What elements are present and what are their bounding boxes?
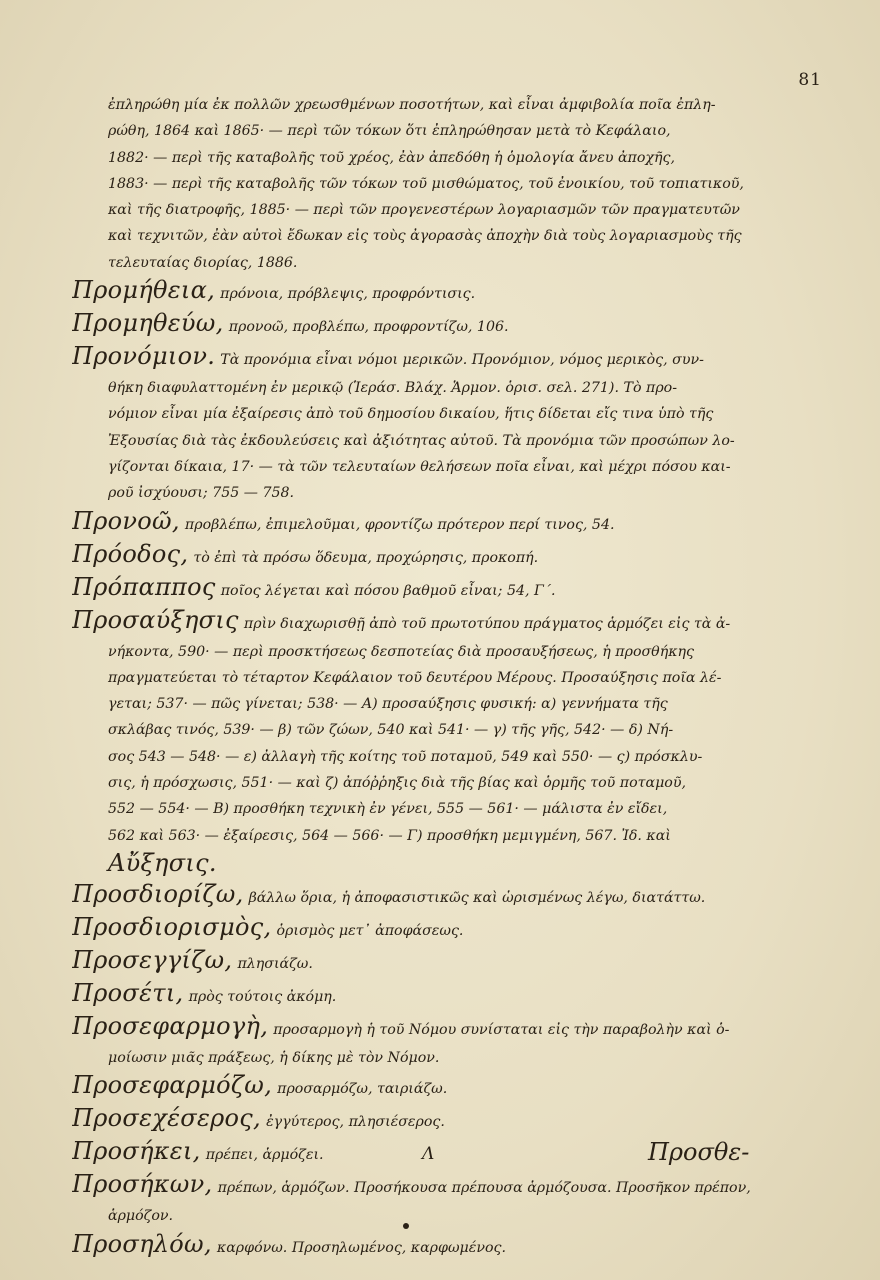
definition-line: θήκη διαφυλαττομένη ἐν μερικῷ (Ἱεράσ. Βλάχ. Ἁρμον. ὁρισ. σελ. 271). Τὸ προ- — [108, 380, 678, 397]
continuation-line: ρώθη, 1864 καὶ 1865· — περὶ τῶν τόκων ὅτι ἐπληρώθησαν μετὰ τὸ Κεφάλαιο, — [108, 123, 671, 140]
entry-prosengizo — [72, 946, 780, 979]
continuation-line: καὶ τῆς διατροφῆς, 1885· — περὶ τῶν προγενεστέρων λογαριασμῶν τῶν πραγματευτῶν — [108, 202, 740, 219]
headword: Προμηθεύω, — [72, 309, 224, 338]
definition: ὁρισμὸς μετ᾽ ἀποφάσεως. — [276, 922, 464, 939]
definition: τὸ ἐπὶ τὰ πρόσω ὅδευμα, προχώρησις, προκοπή. — [193, 549, 539, 566]
headword: Προσέτι, — [72, 978, 184, 1007]
binding-hole-mark — [403, 1223, 409, 1229]
entry-prosecheseros — [72, 1104, 780, 1137]
definition-line: σκλάβας τινός, 539· — β) τῶν ζώων, 540 καὶ 541· — γ) τῆς γῆς, 542· — δ) Νή- — [108, 722, 674, 739]
gathering-signature: Λ — [422, 1144, 435, 1164]
definition: Τὰ προνόμια εἶναι νόμοι μερικῶν. Προνόμιον, νόμος μερικὸς, συν- — [220, 352, 704, 369]
entry-prosefarmogi — [72, 1012, 780, 1045]
headword: Προμήθεια, — [72, 276, 216, 305]
page-footer — [0, 1138, 880, 1178]
headword: Πρόπαππος — [72, 572, 216, 601]
headword: Προσαύξησις — [72, 605, 239, 634]
definition: βάλλω ὅρια, ἡ ἀποφασιστικῶς καὶ ὡρισμένως λέγω, διατάττω. — [248, 889, 706, 906]
definition-line: 552 — 554· — Β) προσθήκη τεχνικὴ ἐν γένει, 555 — 561· — μάλιστα ἐν εἴδει, — [108, 801, 668, 818]
entry-promitheia — [72, 276, 780, 309]
page-number: 81 — [798, 70, 822, 90]
definition-line: γίζονται δίκαια, 17· — τὰ τῶν τελευταίων θελήσεων ποῖα εἶναι, καὶ μέχρι πόσου και- — [108, 458, 731, 475]
headword: Προνόμιον. — [72, 342, 216, 371]
definition: πλησιάζω. — [237, 955, 313, 972]
cross-reference — [72, 849, 780, 880]
entry-pronoo — [72, 507, 780, 540]
entry-proseti — [72, 979, 780, 1012]
definition-line: μοίωσιν μιᾶς πράξεως, ἡ δίκης μὲ τὸν Νόμον. — [108, 1049, 440, 1066]
headword: Προσδιορισμὸς, — [72, 912, 272, 941]
entry-prosiloo — [72, 1230, 780, 1263]
headword: Προσδιορίζω, — [72, 879, 244, 908]
continuation-line: 1882· — περὶ τῆς καταβολῆς τοῦ χρέος, ἐὰν ἀπεδόθη ἡ ὁμολογία ἄνευ ἀποχῆς, — [108, 149, 675, 166]
definition-line: Ἐξουσίας διὰ τὰς ἐκδουλεύσεις καὶ ἀξιότητας αὐτοῦ. Τὰ προνόμια τῶν προσώπων λο- — [108, 432, 735, 449]
continuation-line: καὶ τεχνιτῶν, ἐὰν αὐτοὶ ἔδωκαν εἰς τοὺς ἀγορασὰς ἀποχὴν διὰ τοὺς λογαριασμοὺς τῆς — [108, 228, 742, 245]
entry-propappos — [72, 573, 780, 606]
definition: πρὶν διαχωρισθῇ ἀπὸ τοῦ πρωτοτύπου πράγματος ἁρμόζει εἰς τὰ ἀ- — [243, 615, 731, 632]
definition: προνοῶ, προβλέπω, προφροντίζω, 106. — [228, 319, 509, 336]
headword: Προσήκει, — [72, 1137, 201, 1166]
headword: Προσεφαρμογὴ, — [72, 1011, 269, 1040]
definition-line: νήκοντα, 590· — περὶ προσκτήσεως δεσποτείας διὰ προσαυξήσεως, ἡ προσθήκης — [108, 643, 694, 660]
catchword: Προσθε- — [648, 1138, 750, 1166]
definition: ἐγγύτερος, πλησιέσερος. — [266, 1114, 445, 1131]
cross-reference-word: Αὔξησις. — [108, 848, 217, 877]
entry-prosdiorizo — [72, 880, 780, 913]
headword: Προσηλόω, — [72, 1229, 212, 1258]
entry-prosayxisis — [72, 606, 780, 639]
headword: Προσεφαρμόζω, — [72, 1071, 273, 1100]
continuation-line: 1883· — περὶ τῆς καταβολῆς τῶν τόκων τοῦ μισθώματος, τοῦ ἐνοικίου, τοῦ τοπιατικοῦ, — [108, 175, 744, 192]
definition: προβλέπω, ἐπιμελοῦμαι, φροντίζω πρότερον περί τινος, 54. — [184, 516, 615, 533]
definition: καρφόνω. Προσηλωμένος, καρφωμένος. — [216, 1239, 506, 1256]
headword: Προνοῶ, — [72, 506, 180, 535]
entry-promitheyo — [72, 309, 780, 342]
definition: προσαρμόζω, ταιριάζω. — [277, 1081, 448, 1098]
entry-prosefarmozo — [72, 1071, 780, 1104]
entry-proodos — [72, 540, 780, 573]
definition-line: νόμιον εἶναι μία ἐξαίρεσις ἀπὸ τοῦ δημοσίου δικαίου, ἥτις δίδεται εἴς τινα ὑπὸ τῆς — [108, 406, 714, 423]
entry-prosdiorismos — [72, 913, 780, 946]
headword: Προσεχέσερος, — [72, 1104, 261, 1133]
definition-line: ροῦ ἰσχύουσι; 755 — 758. — [108, 485, 295, 502]
definition: πρέπει, ἁρμόζει. — [205, 1147, 324, 1164]
definition-line: σος 543 — 548· — ε) ἀλλαγὴ τῆς κοίτης τοῦ ποταμοῦ, 549 καὶ 550· — ς) πρόσκλυ- — [108, 748, 703, 765]
headword: Πρόοδος, — [72, 539, 189, 568]
dictionary-text — [72, 92, 780, 1263]
definition-line: γεται; 537· — πῶς γίνεται; 538· — Α) προσαύξησις φυσική: α) γεννήματα τῆς — [108, 696, 668, 713]
definition: πρὸς τούτοις ἀκόμη. — [188, 988, 337, 1005]
definition-line: 562 καὶ 563· — ἐξαίρεσις, 564 — 566· — Γ) προσθήκη μεμιγμένη, 567. Ἰδ. καὶ — [108, 827, 671, 844]
definition-line: σις, ἡ πρόσχωσις, 551· — καὶ ζ) ἀπόῤῥηξις διὰ τῆς βίας καὶ ὁρμῆς τοῦ ποταμοῦ, — [108, 775, 686, 792]
definition: πρόνοια, πρόβλεψις, προφρόντισις. — [220, 286, 476, 303]
headword: Προσήκων, — [72, 1170, 213, 1199]
entry-pronomion — [72, 342, 780, 375]
definition-line: πραγματεύεται τὸ τέταρτον Κεφάλαιον τοῦ δευτέρου Μέρους. Προσαύξησις ποῖα λέ- — [108, 669, 722, 686]
definition-line: ἁρμόζον. — [108, 1208, 174, 1225]
headword: Προσεγγίζω, — [72, 945, 233, 974]
definition: ποῖος λέγεται καὶ πόσου βαθμοῦ εἶναι; 54, Γ΄. — [220, 582, 556, 599]
definition: προσαρμογὴ ἡ τοῦ Νόμου συνίσταται εἰς τὴν παραβολὴν καὶ ὁ- — [273, 1021, 730, 1038]
definition: πρέπων, ἁρμόζων. Προσήκουσα πρέπουσα ἁρμόζουσα. Προσῆκον πρέπον, — [217, 1180, 751, 1197]
continuation-line: ἐπληρώθη μία ἐκ πολλῶν χρεωσθμένων ποσοτήτων, καὶ εἶναι ἀμφιβολία ποῖα ἐπλη- — [108, 97, 716, 113]
continuation-line: τελευταίας διορίας, 1886. — [108, 254, 298, 271]
